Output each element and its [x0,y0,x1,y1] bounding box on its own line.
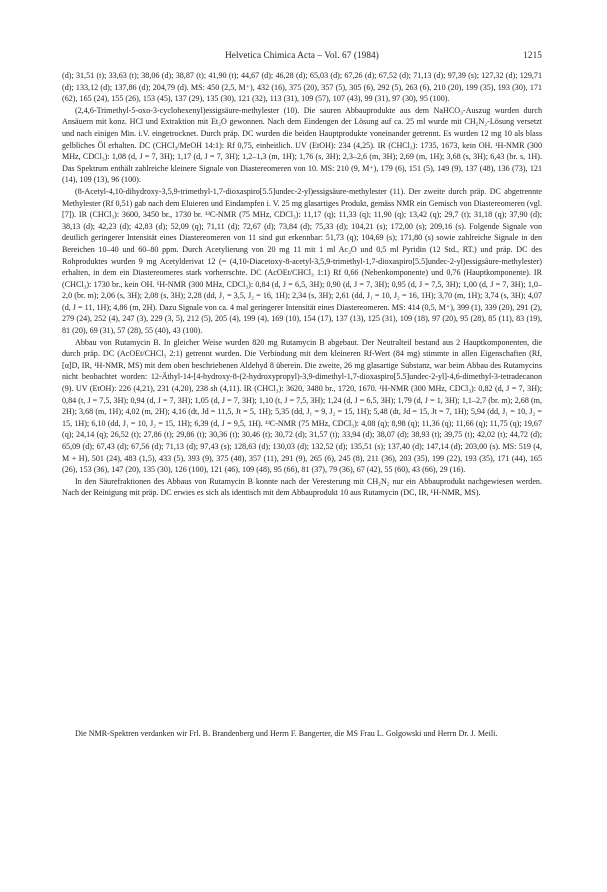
journal-title: Helvetica Chimica Acta – Vol. 67 (1984) [225,50,379,60]
page-number: 1215 [523,50,542,60]
acknowledgement-text: Die NMR-Spektren verdanken wir Frl. B. Brandenberg und Herrn F. Bangerter, die MS Frau L. Golgowski und Herrn Dr. J. Meili. [75,729,498,738]
acknowledgement [62,728,542,740]
paragraph-acid-fractions: In den Säurefraktionen des Abbaus von Rutamycin B konnte nach der Veresterung mit CH₂N₂ nur ein Abbauprodukt nachgewiesen werden. Nach der Reinigung mit präp. DC erwies es sich als identisch mit dem Abbauprodukt 10 aus Rutamycin (DC, IR, ¹H-NMR, MS). [62,476,542,498]
paragraph-nmr-continuation: (d); 31,51 (t); 33,63 (t); 38,06 (d); 38,87 (t); 41,90 (t); 44,67 (d); 46,28 (d); 65,03 (d); 67,26 (d); 67,52 (d); 71,13 (d); 97,39 (s); 127,32 (d); 129,71 (d); 133,12 (d); 137,86 (d); 204,79 (d). MS: 450 (2,5, M⁺), 432 (16), 375 (20), 357 (5), 305 (6), 292 (5), 263 (6), 210 (20), 199 (35), 193 (30), 171 (62), 165 (24), 155 (26), 153 (45), 137 (29), 135 (30), 121 (32), 113 (31), 109 (57), 107 (43), 99 (31), 97 (30), 95 (100). [62,71,542,104]
paragraph-rutamycin-b-degradation: Abbau von Rutamycin B. In gleicher Weise wurden 820 mg Rutamycin B abgebaut. Der Neutralteil bestand aus 2 Hauptkomponenten, die durch präp. DC (AcOEt/CHCl₃ 2:1) getrennt wurden. Die Verbindung mit dem kleineren Rf-Wert (84 mg) stimmte in allen Eigenschaften (Rf, [α]D, IR, ¹H-NMR, MS) mit dem oben beschriebenen Aldehyd 8 überein. Die zweite, 26 mg glasartige Substanz, war beim Abbau des Rutamycins nicht beobachtet worden: 12-Äthyl-14-[4-hydroxy-8-(2-hydroxypropyl)-3,9-dimethyl-1,7-dioxaspiro[5.5]undec-2-yl]-4,6-dimethyl-3-tetradecanon (9). UV (EtOH): 226 (4,21), 231 (4,20), 238 sh (4,11). IR (CHCl₃): 3620, 3480 br., 1720, 1670. ¹H-NMR (300 MHz, CDCl₃): 0,82 (d, J = 7, 3H); 0,84 (t, J = 7,5, 3H); 0,94 (d, J = 7, 3H); 1,05 (d, J = 7, 3H); 1,10 (t, J = 7,5, 3H); 1,24 (d, J = 6,5, 3H); 1,79 (d, J = 1, 3H); 1,1–2,7 (br. m); 2,68 (m, 2H); 3,68 (m, 1H); 4,02 (m, 2H); 4,16 (dt, Jd = 11,5, Jt = 5, 1H); 5,35 (dd, J₁ = 9, J₂ = 15, 1H); 5,48 (dt, Jd = 15, Jt = 7, 1H); 5,94 (dd, J₁ = 10, J₂ = 15, 1H); 6,10 (dd, J₁ = 10, J₂ = 15, 1H); 6,39 (d, J = 9,5, 1H). ¹³C-NMR (75 MHz, CDCl₃): 4,08 (q); 8,98 (q); 11,36 (q); 11,66 (q); 11,75 (q); 19,67 (q); 24,14 (q); 26,52 (t); 27,86 (t); 29,86 (t); 30,36 (t); 30,46 (t); 30,72 (d); 31,57 (t); 33,94 (d); 38,07 (d); 38,93 (t); 39,75 (t); 42,02 (t); 44,72 (d); 65,09 (d); 67,43 (d); 67,56 (d); 71,13 (d); 97,43 (s); 128,63 (d); 130,03 (d); 132,52 (d); 135,51 (s); 137,40 (d); 147,14 (d); 203,00 (s). MS: 519 (4, M + H), 501 (24), 483 (1,5), 433 (5), 393 (9), 375 (48), 357 (11), 291 (9), 265 (6), 245 (8), 211 (36), 203 (35), 199 (22), 193 (35), 171 (44), 165 (26), 153 (36), 147 (20), 135 (30), 126 (100), 121 (46), 109 (48), 95 (66), 81 (37), 79 (36), 67 (42), 55 (60), 43 (66), 29 (16). [62,337,542,475]
paragraph-compound-10: (2,4,6-Trimethyl-5-oxo-3-cyclohexenyl)essigsäure-methylester (10). Die sauren Abbauprodukte aus dem NaHCO₃-Auszug wurden durch Ansäuern mit konz. HCl und Extraktion mit Et₂O gewonnen. Nach dem Eindengen der Lösung auf ca. 25 ml wurde mit CH₂N₂-Lösung versetzt und nach einigen Min. i.V. eingetrocknet. Durch präp. DC wurden die beiden Hauptprodukte voneinander getrennt. Es wurden 12 mg 10 als blass gelbliches Öl erhalten. DC (CHCl₃/MeOH 14:1): Rf 0,75, einheitlich. UV (EtOH): 234 (4,25). IR (CHCl₃): 1735, 1673, kein OH. ¹H-NMR (300 MHz, CDCl₃): 1,08 (d, J = 7, 3H); 1,17 (d, J = 7, 3H); 1,2–1,3 (m, 1H); 1,76 (s, 3H); 2,3–2,6 (m, 3H); 2,69 (m, 1H); 3,68 (s, 3H); 6,43 (br. s, 1H). Das Spektrum enthält zahlreiche kleinere Signale von Diastereomeren von 10. MS: 210 (9, M⁺), 179 (6), 151 (5), 149 (9), 137 (48), 136 (73), 121 (14), 109 (13), 96 (100). [62,105,542,185]
experimental-text [62,70,542,499]
paragraph-compound-11: (8-Acetyl-4,10-dihydroxy-3,5,9-trimethyl-1,7-dioxaspiro[5.5]undec-2-yl)essigsäure-methylester (11). Der zweite durch präp. DC abgetrennte Methylester (Rf 0,51) gab nach dem Eluieren und Eindampfen i. V. 25 mg glasartiges Produkt, gemäss NMR ein Gemisch von Diastereomeren (vgl. [7]). IR (CHCl₃): 3600, 3450 br., 1730 br. ¹³C-NMR (75 MHz, CDCl₃): 11,17 (q); 11,33 (q); 11,90 (q); 13,42 (q); 29,7 (t); 31,18 (q); 37,90 (d); 38,13 (d); 42,23 (d); 42,83 (d); 52,09 (q); 71,11 (d); 72,67 (d); 73,84 (d); 75,33 (d); 104,21 (s); 172,00 (s); 209,16 (s). Folgende Signale von deutlich geringerer Intensität eines Diastereomeren von 11 sind gut erkennbar: 51,73 (q); 104,69 (s); 171,80 (s) sowie zahlreiche Signale in den Bereichen 10–40 und 60–80 ppm. Durch Acetylierung von 20 mg 11 mit 1 ml Ac₂O und 0,5 ml Pyridin (12 Std., RT.) und präp. DC des Rohproduktes wurden 9 mg Acetylderivat 12 (= (4,10-Diacetoxy-8-acetyl-3,5,9-trimethyl-1,7-dioxaspiro[5.5]undec-2-yl)essigsäure-methylester) erhalten, in dem ein Diastereomeres stark vorherrschte. DC (AcOEt/CHCl₃ 1:1) Rf 0,66 (Nebenkomponente) und 0,76 (Hauptkomponente). IR (CHCl₃): 1730 br., kein OH. ¹H-NMR (300 MHz, CDCl₃): 0,84 (d, J = 6,5, 3H); 0,90 (d, J = 7, 3H); 0,95 (d, J = 7,5, 3H); 1,00 (d, J = 7, 3H); 1,0–2,0 (br. m); 2,06 (s, 3H); 2,08 (s, 3H); 2,28 (dd, J₁ = 3,5, J₂ = 16, 1H); 2,34 (s, 3H); 2,61 (dd, J₁ = 10, J₂ = 16, 1H); 3,70 (m, 1H); 3,74 (s, 3H); 4,07 (d, J = 11, 1H); 4,86 (m, 2H). Dazu Signale von ca. 4 mal geringerer Intensität eines Diastereomeren. MS: 414 (0,5, M⁺), 399 (1), 339 (20), 291 (2), 279 (24), 252 (4), 247 (3), 229 (3, 5), 212 (5), 205 (4), 199 (4), 169 (10), 154 (17), 137 (13), 125 (31), 109 (18), 97 (20), 95 (28), 85 (11), 83 (19), 81 (20), 69 (31), 57 (28), 55 (40), 43 (100). [62,186,542,336]
running-header [62,50,542,64]
